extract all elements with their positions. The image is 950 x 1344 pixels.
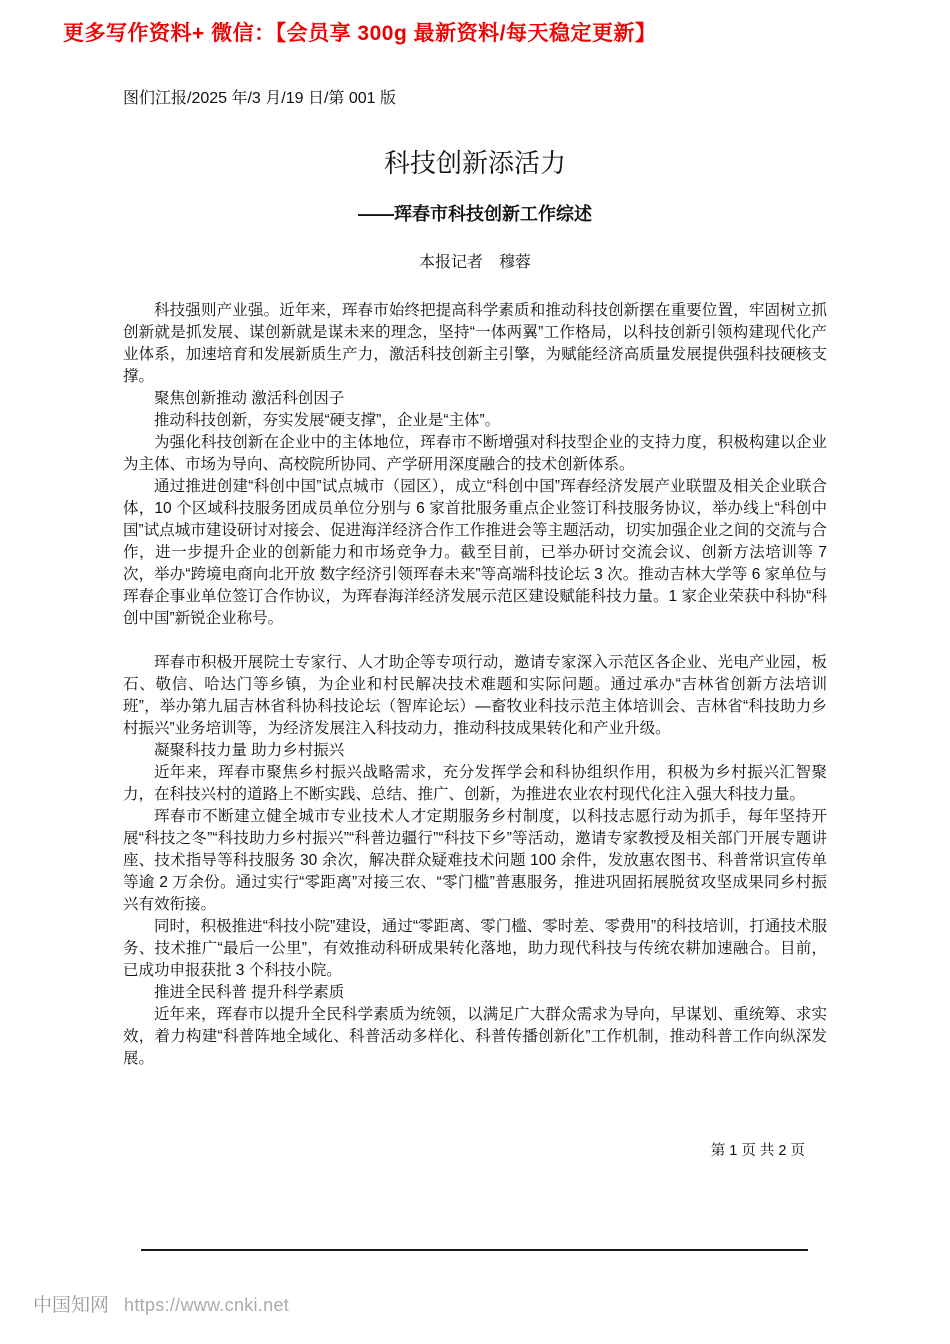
body-paragraph: 科技强则产业强。近年来，珲春市始终把提高科学素质和推动科技创新摆在重要位置，牢固树立抓创新就是抓发展、谋创新就是谋未来的理念，坚持“一体两翼”工作格局，以科技创新引领构建现代化产业体系，加速培育和发展新质生产力，激活科技创新主引擎，为赋能经济高质量发展提供强科技硬核支撑。 [123,302,827,385]
body-paragraph: 推动科技创新，夯实发展“硬支撑”，企业是“主体”。 [154,412,501,429]
article-byline: 本报记者 穆蓉 [418,254,531,271]
body-paragraph: 珲春市积极开展院士专家行、人才助企等专项行动，邀请专家深入示范区各企业、光电产业园，板石、敬信、哈达门等乡镇，为企业和村民解决技术难题和实际问题。通过承办“吉林省创新方法培训班”，举办第九届吉林省科协科技论坛（智库论坛）—畜牧业科技示范主体培训会、吉林省“科技助力乡村振兴”业务培训等，为经济发展注入科技动力，推动科技成果转化和产业升级。 [123,654,827,737]
body-paragraph: 为强化科技创新在企业中的主体地位，珲春市不断增强对科技型企业的支持力度，积极构建以企业为主体、市场为导向、高校院所协同、产学研用深度融合的技术创新体系。 [123,434,827,473]
body-paragraph: 近年来，珲春市聚焦乡村振兴战略需求，充分发挥学会和科协组织作用，积极为乡村振兴汇智聚力，在科技兴村的道路上不断实践、总结、推广、创新，为推进农业农村现代化注入强大科技力量。 [123,764,827,803]
body-paragraph: 通过推进创建“科创中国”试点城市（园区），成立“科创中国”珲春经济发展产业联盟及相关企业联合体，10 个区域科技服务团成员单位分别与 6 家首批服务重点企业签订科技服务协议，举办线上“科创中国”试点城市建设研讨对接会、促进海洋经济合作工作推进会等主题活动，切实加强企业之间的交流与合作，进一步提升企业的创新能力和市场竞争力。截至目前，已举办研讨交流会议、创新方法培训等 7 次，举办“跨境电商向北开放 数字经济引领珲春未来”等高端科技论坛 3 次。推动吉林大学等 6 家单位与珲春企事业单位签订合作协议，为珲春海洋经济发展示范区建设赋能科技力量。1 家企业荣获中科协“科创中国”新锐企业称号。 [123,478,827,627]
body-paragraph: 同时，积极推进“科技小院”建设，通过“零距离、零门槛、零时差、零费用”的科技培训，打通技术服务、技术推广“最后一公里”，有效推动科研成果转化落地，助力现代科技与传统农耕加速融合。目前，已成功申报获批 3 个科技小院。 [123,918,827,979]
promo-banner: 更多写作资料+ 微信：【会员享 300g 最新资料/每天稳定更新】 [63,22,657,45]
section-subhead: 凝聚科技力量 助力乡村振兴 [154,742,345,759]
article-body [123,300,827,1070]
cnki-logo: 中国知网 [33,1295,110,1316]
article-subtitle: ——珲春市科技创新工作综述 [358,204,592,224]
section-subhead: 聚焦创新推动 激活科创因子 [154,390,345,407]
cnki-url: https://www.cnki.net [124,1295,290,1315]
page-indicator: 第 1 页 共 2 页 [710,1143,805,1159]
article-title: 科技创新添活力 [383,148,566,178]
footer-divider [141,1249,808,1251]
body-paragraph: 近年来，珲春市以提升全民科学素质为统领，以满足广大群众需求为导向，早谋划、重统筹、求实效，着力构建“科普阵地全域化、科普活动多样化、科普传播创新化”工作机制，推动科普工作向纵深发展。 [123,1006,827,1067]
source-line: 图们江报/2025 年/3 月/19 日/第 001 版 [123,90,396,107]
body-paragraph: 珲春市不断建立健全城市专业技术人才定期服务乡村制度，以科技志愿行动为抓手，每年坚持开展“科技之冬”“科技助力乡村振兴”“科普边疆行”“科技下乡”等活动，邀请专家教授及相关部门开展专题讲座、技术指导等科技服务 30 余次，解决群众疑难技术问题 100 余件，发放惠农图书、科普常识宣传单等逾 2 万余份。通过实行“零距离”对接三农、“零门槛”普惠服务，推进巩固拓展脱贫攻坚成果同乡村振兴有效衔接。 [123,808,827,913]
article [123,88,827,1070]
watermark [33,1290,289,1317]
section-subhead: 推进全民科普 提升科学素质 [154,984,345,1001]
